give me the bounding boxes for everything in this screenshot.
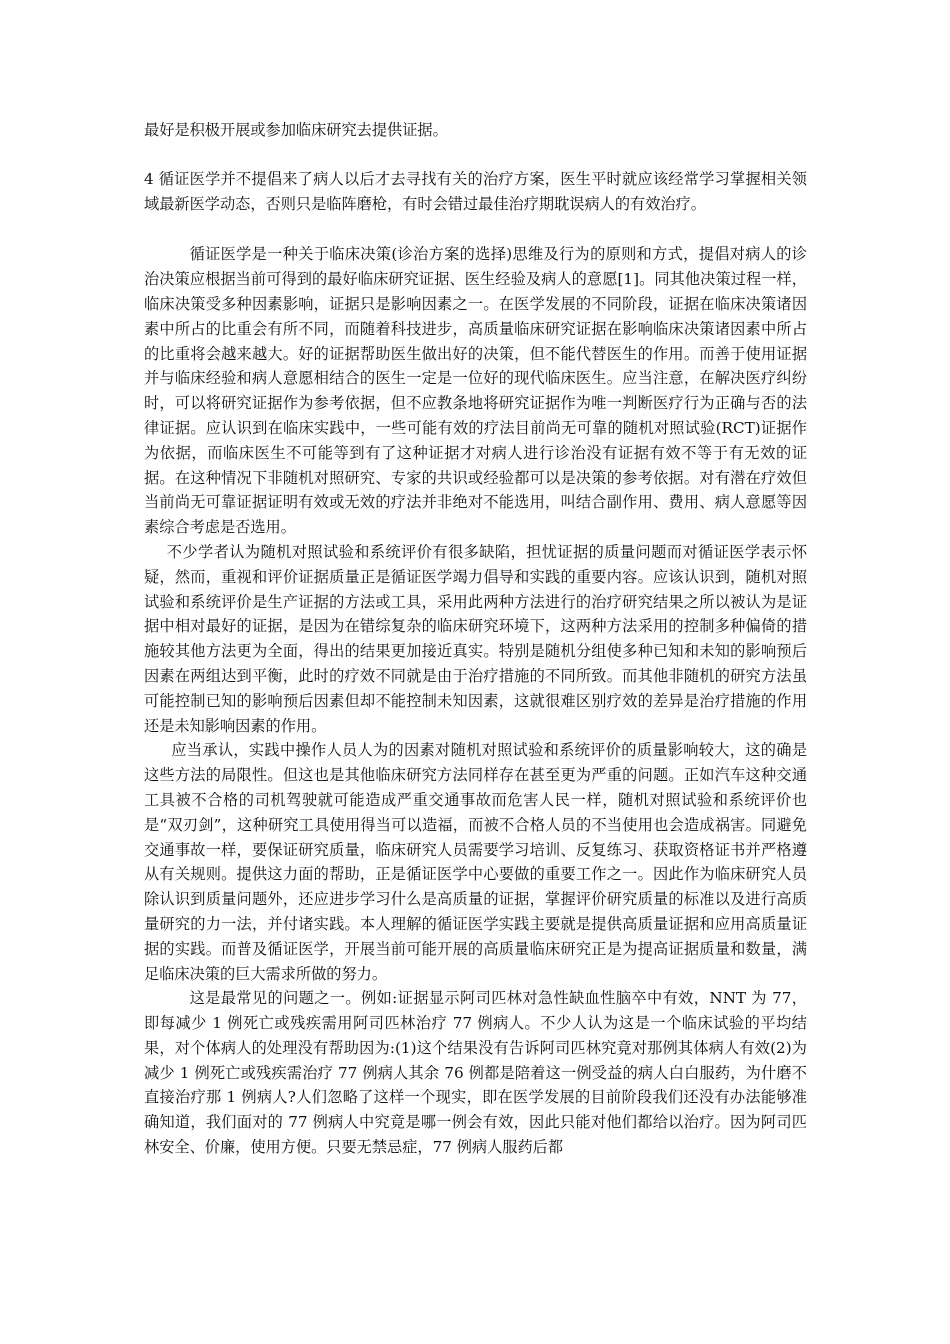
paragraph-1: 最好是积极开展或参加临床研究去提供证据。 <box>144 121 448 139</box>
paragraph-4: 不少学者认为随机对照试验和系统评价有很多缺陷，担忧证据的质量问题而对循证医学表示怀疑，然而，重视和评价证据质量正是循证医学竭力倡导和实践的重要内容。应该认识到，随机对照试验和系统评价是生产证据的方法或工具，采用此两种方法进行的治疗研究结果之所以被认为是证据中相对最好的证据，是因为在错综复杂的临床研究环境下，这两种方法采用的控制多种偏倚的措施较其他方法更为全面，得出的结果更加接近真实。特别是随机分组使多种已知和未知的影响预后因素在两组达到平衡，此时的疗效不同就是由于治疗措施的不同所致。而其他非随机的研究方法虽可能控制已知的影响预后因素但却不能控制未知因素，这就很难区别疗效的差异是治疗措施的作用还是未知影响因素的作用。 <box>144 542 807 735</box>
document-body <box>144 118 807 1160</box>
paragraph-3: 循证医学是一种关于临床决策(诊治方案的选择)思维及行为的原则和方式，提倡对病人的诊治决策应根据当前可得到的最好临床研究证据、医生经验及病人的意愿[1]。同其他决策过程一样，临床决策受多种因素影响，证据只是影响因素之一。在医学发展的不同阶段，证据在临床决策诸因素中所占的比重会有所不同，而随着科技进步，高质量临床研究证据在影响临床决策诸因素中所占的比重将会越来越大。好的证据帮助医生做出好的决策，但不能代替医生的作用。而善于使用证据并与临床经验和病人意愿相结合的医生一定是一位好的现代临床医生。应当注意，在解决医疗纠纷时，可以将研究证据作为参考依据，但不应教条地将研究证据作为唯一判断医疗行为正确与否的法律证据。应认识到在临床实践中，一些可能有效的疗法目前尚无可靠的随机对照试验(RCT)证据作为依据，而临床医生不可能等到有了这种证据才对病人进行诊治没有证据有效不等于有无效的证据。在这种情况下非随机对照研究、专家的共识或经验都可以是决策的参考依据。对有潜在疗效但当前尚无可靠证据证明有效或无效的疗法并非绝对不能选用，叫结合副作用、费用、病人意愿等因素综合考虑是否选用。 <box>144 245 807 537</box>
paragraph-gap <box>144 216 807 242</box>
paragraph-gap <box>144 143 807 167</box>
paragraph-2: 4 循证医学并不提倡来了病人以后才去寻找有关的治疗方案，医生平时就应该经常学习掌握相关领域最新医学动态，否则只是临阵磨枪，有时会错过最佳治疗期耽误病人的有效治疗。 <box>144 169 807 213</box>
paragraph-5: 应当承认，实践中操作人员人为的因素对随机对照试验和系统评价的质量影响较大，这的确是这些方法的局限性。但这也是其他临床研究方法同样存在甚至更为严重的问题。正如汽车这种交通工具被不合格的司机驾驶就可能造成严重交通事故而危害人民一样，随机对照试验和系统评价也是“双刃剑”，这种研究工具使用得当可以造福，而被不合格人员的不当使用也会造成祸害。同避免交通事故一样，要保证研究质量，临床研究人员需要学习培训、反复练习、获取资格证书并严格遵从有关规则。提供这力面的帮助，正是循证医学中心要做的重要工作之一。因此作为临床研究人员除认识到质量问题外，还应进步学习什么是高质量的证据，掌握评价研究质量的标准以及进行高质量研究的力一法，并付诸实践。本人理解的循证医学实践主要就是提供高质量证据和应用高质量证据的实践。而普及循证医学，开展当前可能开展的高质量临床研究正是为提高证据质量和数量，满足临床决策的巨大需求所做的努力。 <box>144 741 807 983</box>
paragraph-6: 这是最常见的问题之一。例如:证据显示阿司匹林对急性缺血性脑卒中有效，NNT 为 77，即每减少 1 例死亡或残疾需用阿司匹林治疗 77 例病人。不少人认为这是一个临床试验的平均结果，对个体病人的处理没有帮助因为:(1)这个结果没有告诉阿司匹林究竟对那例其体病人有效(2)为减少 1 例死亡或残疾需治疗 77 例病人其余 76 例都是陪着这一例受益的病人白白服药，为什磨不直接治疗那 1 例病人?人们忽略了这样一个现实，即在医学发展的目前阶段我们还没有办法能够准确知道，我们面对的 77 例病人中究竟是哪一例会有效，因此只能对他们都给以治疗。因为阿司匹林安全、价廉，使用方便。只要无禁忌症，77 例病人服药后都 <box>144 989 807 1157</box>
